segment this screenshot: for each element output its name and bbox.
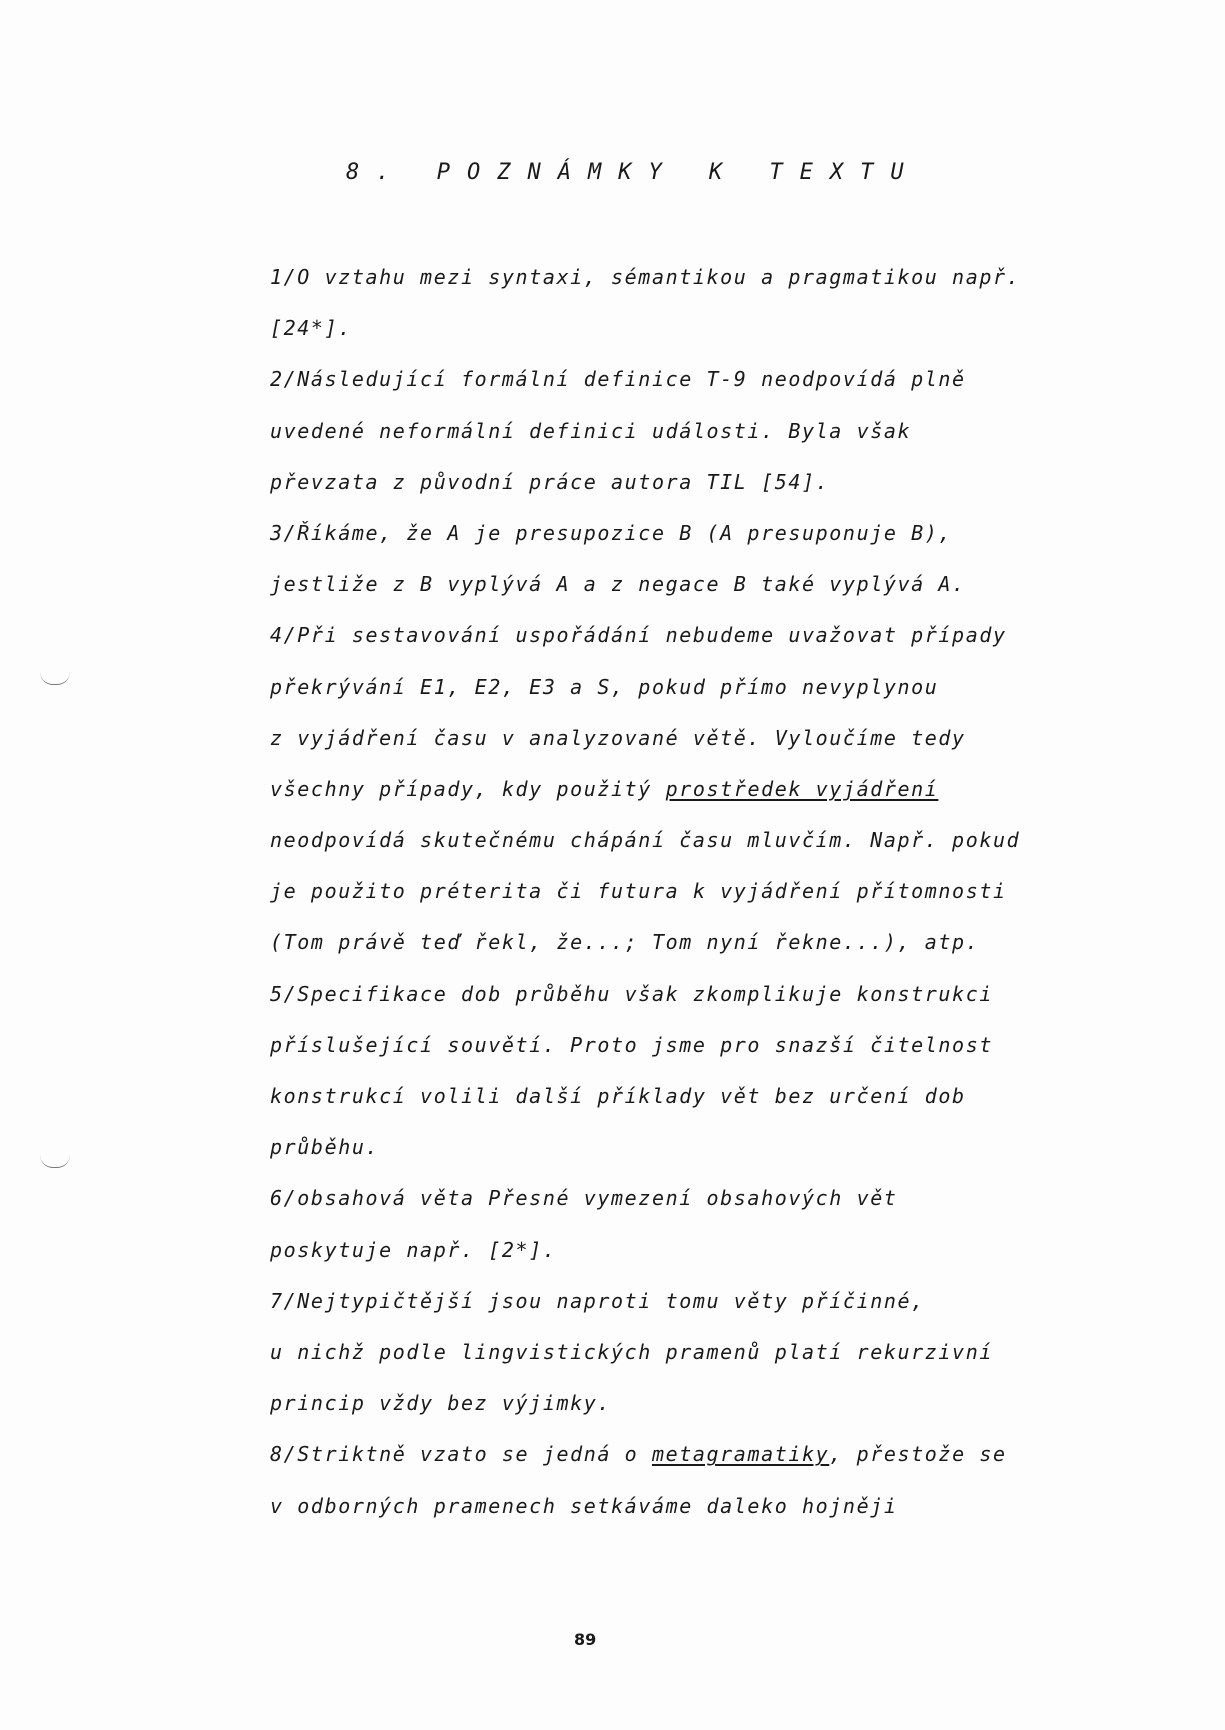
text-segment: konstrukcí volili další příklady vět bez určení dob [270,1084,966,1108]
text-line [270,1491,1130,1542]
text-segment: uvedené neformální definici události. Byla však [270,418,912,443]
text-line [270,825,1130,876]
text-line [270,1388,1130,1439]
text-line [270,723,1130,774]
text-line [270,416,1130,467]
text-line [270,672,1130,723]
text-line [270,1337,1130,1388]
text-line [270,979,1130,1030]
text-segment: (Tom právě teď řekl, že...; Tom nyní řekne...), atp. [270,930,980,955]
text-line [270,1235,1130,1286]
section-heading: 8. POZNÁMKY K TEXTU [346,160,921,185]
text-segment: , přestože se [829,1442,1007,1467]
text-segment: 1/O vztahu mezi syntaxi, sémantikou a pragmatikou např. [270,265,1021,289]
text-segment: 7/Nejtypičtější jsou naproti tomu věty příčinné, [270,1288,925,1313]
text-line [270,927,1130,978]
text-line [270,1132,1130,1183]
text-line [270,1286,1130,1337]
text-line [270,364,1130,415]
text-line [270,467,1130,518]
text-segment: průběhu. [270,1135,380,1160]
margin-mark [40,1155,70,1168]
text-segment: v odborných pramenech setkáváme daleko hojněji [270,1493,898,1518]
text-segment: u nichž podle lingvistických pramenů platí rekurzivní [270,1339,993,1364]
text-segment: z vyjádření času v analyzované větě. Vyloučíme tedy [270,725,966,750]
underlined-term: metagramatiky [651,1442,830,1467]
text-line [270,1183,1130,1234]
text-line [270,1081,1130,1132]
text-segment: 8/Striktně vzato se jedná o [270,1442,652,1467]
text-segment: překrývání E1, E2, E3 a S, pokud přímo nevyplynou [270,674,939,699]
text-segment: všechny případy, kdy použitý [270,776,666,801]
page-number: 89 [574,1630,597,1649]
text-segment: princip vždy bez výjimky. [270,1391,612,1416]
text-segment: jestliže z B vyplývá A a z negace B také vyplývá A. [270,572,966,597]
underlined-term: prostředek vyjádření [665,776,939,801]
text-segment: 3/Říkáme, že A je presupozice B (A presuponuje B), [270,520,953,545]
text-line [270,262,1130,313]
text-segment: 5/Specifikace dob průběhu však zkomplikuje konstrukci [270,981,993,1006]
text-line [270,518,1130,569]
text-line [270,774,1130,825]
text-segment: převzata z původní práce autora TIL [54]. [270,469,830,494]
text-line [270,876,1130,927]
text-segment: 6/obsahová věta Přesné vymezení obsahových vět [270,1186,898,1211]
text-segment: 4/Při sestavování uspořádání nebudeme uvažovat případy [270,623,1007,648]
text-segment: 2/Následující formální definice T-9 neodpovídá plně [270,367,966,392]
text-segment: je použito préterita či futura k vyjádření přítomnosti [270,879,1007,904]
text-line [270,620,1130,671]
text-segment: neodpovídá skutečnému chápání času mluvčím. Např. pokud [270,828,1021,853]
text-line [270,1439,1130,1490]
margin-mark [40,672,70,685]
text-line [270,569,1130,620]
text-line [270,1030,1130,1081]
text-segment: příslušející souvětí. Proto jsme pro snazší čitelnost [270,1032,993,1057]
notes-body [270,262,1130,1542]
text-segment: [24*]. [270,316,352,341]
text-line [270,313,1130,364]
text-segment: poskytuje např. [2*]. [270,1237,557,1262]
